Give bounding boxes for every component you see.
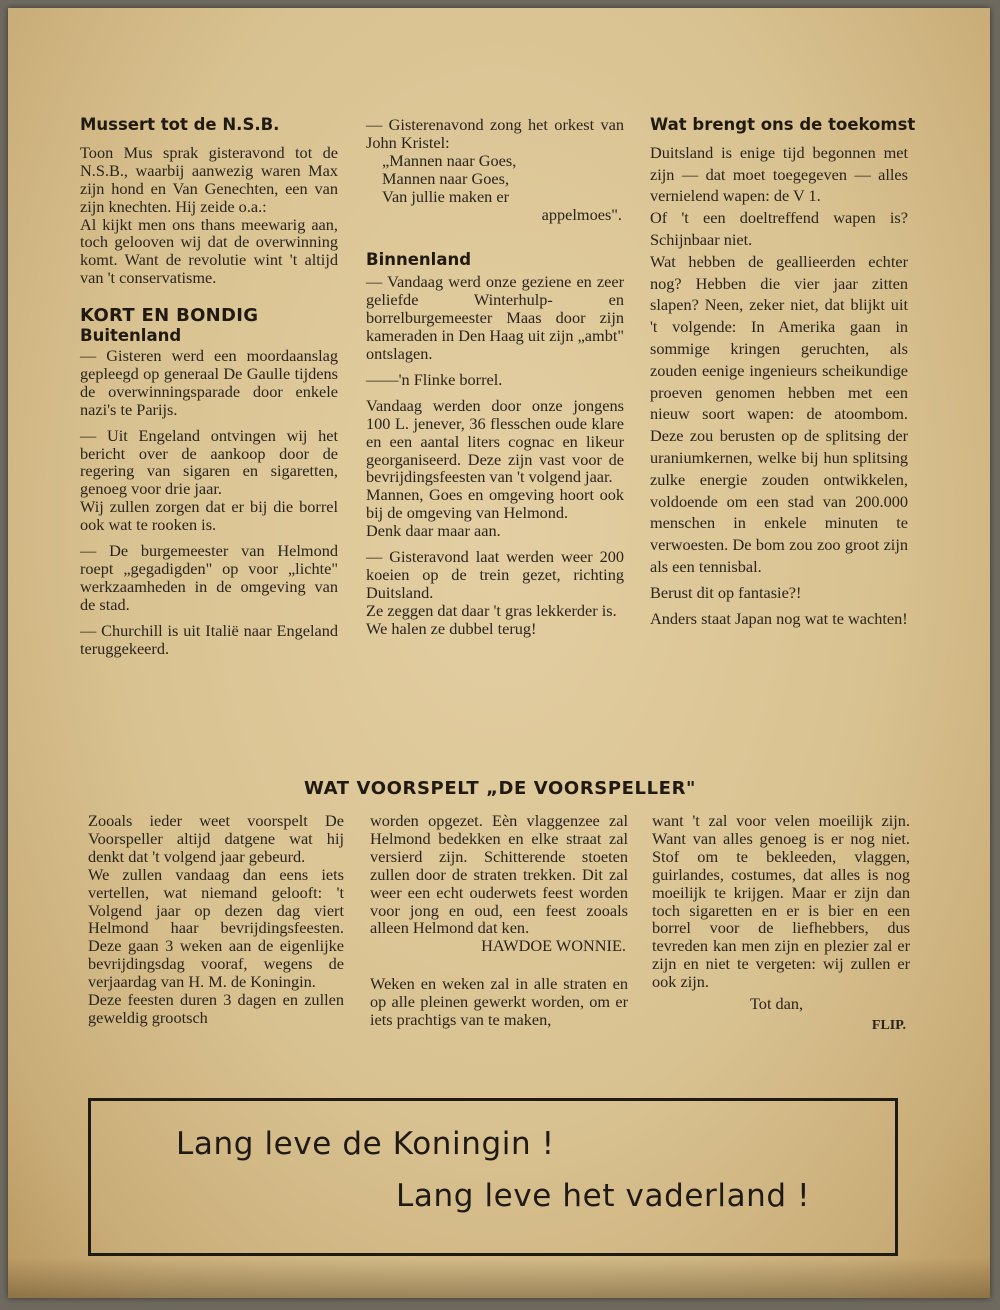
slogan-line-1: Lang leve de Koningin ! <box>176 1126 555 1162</box>
section-heading: KORT EN BONDIG <box>80 305 259 327</box>
signature: FLIP. <box>871 1017 906 1033</box>
paragraph: We halen ze dubbel terug! <box>366 618 537 638</box>
paragraph: Weken en weken zal in alle straten en op alle pleinen gewerkt worden, om er iets prachtigs van te maken, <box>370 974 628 1030</box>
paragraph: — Churchill is uit Italië naar Engeland teruggekeerd. <box>80 620 338 658</box>
paragraph: Berust dit op fantasie?! <box>650 582 802 602</box>
column-middle <box>366 116 624 646</box>
article-column-3 <box>652 812 910 1043</box>
paragraph: Wat hebben de geallieerden echter nog? Hebben die vier jaar zitten slapen? Neen, zeker niet, dat blijkt uit 't volgende: In Amerika gaan in sommige kringen geruchten, als zouden eenige ingenieurs scheikundige proeven genomen hebben met een nieuw soort wapen: de atoombom. Deze zou berusten op de splitsing der uraniumkernen, welke bij hun splitsing zulke energie zouden ontwikkelen, voldoende om een stad van 200.000 menschen in enkele minuten te verwoesten. De bom zou zoo groot zijn als een tennisbal. <box>650 251 908 576</box>
closing: Tot dan, <box>750 994 804 1014</box>
slogan-box <box>88 1098 898 1256</box>
paragraph: ——'n Flinke borrel. <box>366 369 503 389</box>
paragraph: — Gisteravond laat werden weer 200 koeien op de trein gezet, richting Duitsland. <box>366 547 624 602</box>
paragraph: Deze feesten duren 3 dagen en zullen geweldig grootsch <box>88 990 344 1027</box>
paragraph: — Vandaag werd onze geziene en zeer geliefde Winterhulp- en borrelburgemeester Maas door zijn kameraden in Den Haag uit zijn „ambt" ontslagen. <box>366 272 625 363</box>
subheading-buitenland: Buitenland <box>80 326 182 346</box>
headline-toekomst: Wat brengt ons de toekomst <box>650 115 916 134</box>
paragraph: worden opgezet. Eèn vlaggenzee zal Helmond bedekken en elke straat zal versierd zijn. Schitterende stoeten zullen door de straten trekken. Dit zal weer een echt ouderwets feest worden voor jong en oud, een feest zooals alleen Helmond dat ken. <box>370 811 628 938</box>
column-right <box>650 114 916 637</box>
subheading-binnenland: Binnenland <box>366 250 472 270</box>
headline-mussert: Mussert tot de N.S.B. <box>80 115 280 134</box>
paragraph: Vandaag werden door onze jongens 100 L. jenever, 36 flesschen oude klare en een aantal liters cognac en likeur georganiseerd. Deze zijn vast voor de bevrijdingsfeesten van 't volgend jaar. <box>366 395 624 487</box>
paragraph: We zullen vandaag dan eens iets vertellen, wat niemand gelooft: 't Volgend jaar op dezen dag viert Helmond haar bevrijdingsfeesten. Deze gaan 3 weken aan de eigenlijke bevrijdingsdag vooraf, wegens de verjaardag van H. M. de Koningin. <box>88 864 344 992</box>
lyric-line: Mannen naar Goes, <box>382 168 510 188</box>
paragraph: — Uit Engeland ontvingen wij het bericht over de aankoop door de regering van sigaren en sigaretten, genoeg voor drie jaar. <box>80 425 338 499</box>
paragraph: Zooals ieder weet voorspelt De Voorspeller altijd datgene wat hij denkt dat 't volgend jaar gebeurd. <box>88 811 344 866</box>
paragraph: want 't zal voor velen moeilijk zijn. Want van alles genoeg is er nog niet. Stof om te bekleeden, vlaggen, guirlandes, costumes, dat alles is nog moeilijk te krijgen. Maar er zijn dan toch sigaretten en er is bier en een borrel voor de liefhebbers, dus tevreden kan men zijn en plezier zal er zijn en niet te vergeten: wij zullen er ook zijn. <box>652 811 910 992</box>
lyric-line: Van jullie maken er <box>382 186 510 206</box>
article-title: WAT VOORSPELT „DE VOORSPELLER" <box>303 778 697 799</box>
paragraph: Toon Mus sprak gisteravond tot de N.S.B., waarbij aanwezig waren Max zijn hond en Van Genechten, een van zijn knechten. Hij zeide o.a.: <box>80 142 338 216</box>
signature: HAWDOE WONNIE. <box>481 936 626 956</box>
paragraph: — Gisterenavond zong het orkest van John Kristel: <box>366 115 624 152</box>
lyric-line: appelmoes". <box>541 204 622 224</box>
slogan-line-2: Lang leve het vaderland ! <box>396 1178 811 1214</box>
paragraph: Ze zeggen dat daar 't gras lekkerder is. <box>366 600 617 620</box>
lyric-line: „Mannen naar Goes, <box>382 150 517 170</box>
column-left <box>80 116 338 665</box>
paragraph: — De burgemeester van Helmond roept „gegadigden" op voor „lichte" werkzaamheden in de omgeving van de stad. <box>80 541 338 614</box>
paragraph: Wij zullen zorgen dat er bij die borrel ook wat te rooken is. <box>80 497 338 535</box>
paragraph: Of 't een doeltreffend wapen is? Schijnbaar niet. <box>650 208 908 249</box>
paragraph: — Gisteren werd een moordaanslag gepleegd op generaal De Gaulle tijdens de overwinningsparade door enkele nazi's te Parijs. <box>80 345 338 419</box>
paragraph: Denk daar maar aan. <box>366 521 501 541</box>
paragraph: Duitsland is enige tijd begonnen met zijn — dat moet toegegeven — alles vernielend wapen: de V 1. <box>650 142 908 206</box>
article-column-2 <box>370 812 628 1029</box>
paragraph: Anders staat Japan nog wat te wachten! <box>650 608 908 628</box>
article-column-1 <box>88 812 344 1027</box>
paragraph: Al kijkt men ons thans meewarig aan, toch gelooven wij dat de overwinning komt. Want de revolutie wint 't altijd van 't conservatisme. <box>80 214 338 288</box>
paragraph: Mannen, Goes en omgeving hoort ook bij de omgeving van Helmond. <box>366 485 624 523</box>
song-lyrics <box>366 152 624 224</box>
